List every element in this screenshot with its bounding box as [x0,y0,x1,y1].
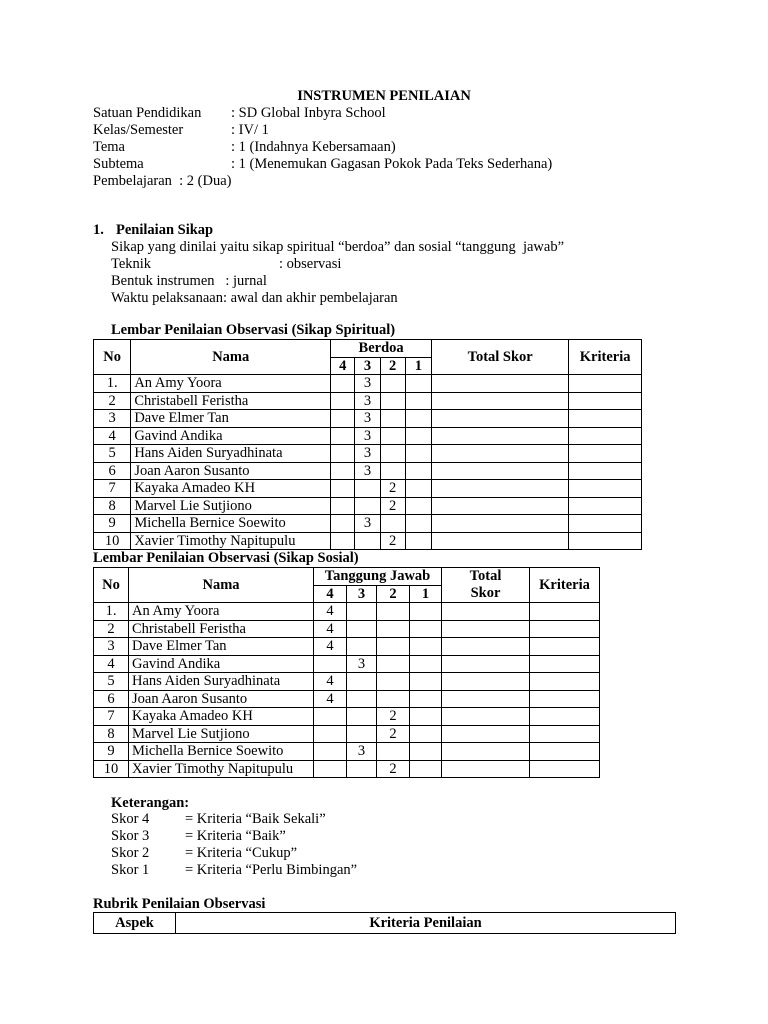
score-4-cell [331,462,355,480]
score-1-cell [405,497,431,515]
name-cell: Christabell Feristha [129,620,314,638]
score-4-cell [331,532,355,550]
spiritual-table-body [94,375,642,550]
score-2-cell [377,690,410,708]
teknik-label: Teknik [111,256,152,272]
row-number-cell: 7 [94,480,131,498]
total-skor-cell [442,603,530,621]
kriteria-cell [530,743,600,761]
col-header-skor-3: 3 [347,585,377,603]
score-4-cell [314,725,347,743]
col-header-skor-4: 4 [331,357,355,375]
name-cell: Joan Aaron Susanto [129,690,314,708]
score-2-cell [380,427,405,445]
total-skor-cell [432,515,569,533]
col-header-tanggung-jawab: Tanggung Jawab [314,568,442,586]
keterangan-heading: Keterangan: [111,795,190,811]
total-skor-cell [432,445,569,463]
table-row [94,760,600,778]
col-header-total-skor [442,568,530,603]
keterangan-desc-3: = Kriteria “Baik” [185,828,286,844]
table-row [94,708,600,726]
score-1-cell [405,410,431,428]
name-cell: Hans Aiden Suryadhinata [131,445,331,463]
row-number-cell: 3 [94,410,131,428]
keterangan-desc-4: = Kriteria “Baik Sekali” [185,811,326,827]
score-4-cell [314,760,347,778]
score-4-cell [331,392,355,410]
meta-label-subtema: Subtema [93,156,144,172]
kriteria-cell [530,690,600,708]
score-1-cell [410,743,442,761]
name-cell: Xavier Timothy Napitupulu [129,760,314,778]
name-cell: Christabell Feristha [131,392,331,410]
score-2-cell [377,638,410,656]
total-skor-cell [432,410,569,428]
meta-pembelajaran: Pembelajaran : 2 (Dua) [93,173,232,189]
score-4-cell: 4 [314,673,347,691]
meta-value-tema: : 1 (Indahnya Kebersamaan) [231,139,396,155]
kriteria-cell [569,462,642,480]
keterangan-desc-2: = Kriteria “Cukup” [185,845,298,861]
row-number-cell: 1. [94,375,131,393]
score-2-cell [380,445,405,463]
kriteria-cell [569,532,642,550]
name-cell: Kayaka Amadeo KH [131,480,331,498]
score-1-cell [410,690,442,708]
score-4-cell [331,375,355,393]
total-skor-cell [432,480,569,498]
score-1-cell [410,655,442,673]
score-4-cell: 4 [314,620,347,638]
keterangan-skor-1: Skor 1 [111,862,150,878]
kriteria-cell [530,708,600,726]
table-row [94,480,642,498]
score-1-cell [405,445,431,463]
table-row [94,427,642,445]
total-skor-cell [442,673,530,691]
score-2-cell [377,743,410,761]
row-number-cell: 4 [94,427,131,445]
sosial-table-caption: Lembar Penilaian Observasi (Sikap Sosial) [93,550,359,566]
rubrik-heading: Rubrik Penilaian Observasi [93,896,266,912]
keterangan-skor-2: Skor 2 [111,845,150,861]
name-cell: Kayaka Amadeo KH [129,708,314,726]
score-1-cell [410,708,442,726]
score-4-cell [314,743,347,761]
score-1-cell [405,462,431,480]
col-header-berdoa: Berdoa [331,340,432,358]
score-1-cell [405,392,431,410]
col-header-kriteria: Kriteria [530,568,600,603]
kriteria-cell [569,410,642,428]
meta-value-subtema: : 1 (Menemukan Gagasan Pokok Pada Teks Sederhana) [231,156,553,172]
score-1-cell [405,532,431,550]
score-2-cell: 2 [380,480,405,498]
score-2-cell: 2 [377,708,410,726]
score-4-cell [331,427,355,445]
table-row [94,673,600,691]
table-row [94,392,642,410]
col-header-total-skor: Total Skor [432,340,569,375]
total-skor-cell [442,743,530,761]
score-4-cell [331,480,355,498]
kriteria-cell [569,515,642,533]
table-row [94,375,642,393]
kriteria-cell [530,760,600,778]
total-skor-cell [432,375,569,393]
score-3-cell: 3 [355,445,380,463]
score-3-cell: 3 [347,743,377,761]
score-3-cell [347,708,377,726]
row-number-cell: 1. [94,603,129,621]
score-4-cell [331,410,355,428]
table-row [94,497,642,515]
table-row [94,743,600,761]
col-header-skor-1: 1 [410,585,442,603]
total-skor-cell [432,532,569,550]
kriteria-cell [530,725,600,743]
score-3-cell [347,725,377,743]
score-1-cell [410,620,442,638]
score-1-cell [410,760,442,778]
total-skor-line2: Skor [470,585,501,601]
row-number-cell: 9 [94,743,129,761]
col-header-kriteria-penilaian: Kriteria Penilaian [176,913,676,934]
score-3-cell [347,673,377,691]
meta-value-kelas: : IV/ 1 [231,122,269,138]
table-row [94,620,600,638]
row-number-cell: 8 [94,497,131,515]
table-row [94,532,642,550]
bentuk-instrumen: Bentuk instrumen : jurnal [111,273,267,289]
col-header-skor-1: 1 [405,357,431,375]
keterangan-desc-1: = Kriteria “Perlu Bimbingan” [185,862,358,878]
score-2-cell [377,603,410,621]
kriteria-cell [569,427,642,445]
table-row [94,725,600,743]
total-skor-cell [442,638,530,656]
score-2-cell: 2 [380,497,405,515]
total-skor-cell [442,620,530,638]
score-3-cell [347,760,377,778]
col-header-no: No [94,340,131,375]
score-3-cell [355,532,380,550]
name-cell: Joan Aaron Susanto [131,462,331,480]
score-4-cell [331,515,355,533]
meta-value-satuan: : SD Global Inbyra School [231,105,386,121]
col-header-kriteria: Kriteria [569,340,642,375]
col-header-skor-2: 2 [377,585,410,603]
total-skor-cell [432,497,569,515]
name-cell: Dave Elmer Tan [131,410,331,428]
table-row [94,655,600,673]
col-header-skor-4: 4 [314,585,347,603]
kriteria-cell [530,603,600,621]
score-2-cell: 2 [377,760,410,778]
kriteria-cell [569,445,642,463]
score-1-cell [410,673,442,691]
name-cell: An Amy Yoora [129,603,314,621]
name-cell: Marvel Lie Sutjiono [131,497,331,515]
score-3-cell [347,638,377,656]
row-number-cell: 10 [94,532,131,550]
score-2-cell: 2 [380,532,405,550]
name-cell: Michella Bernice Soewito [129,743,314,761]
col-header-nama: Nama [129,568,314,603]
score-4-cell: 4 [314,690,347,708]
row-number-cell: 10 [94,760,129,778]
kriteria-cell [530,673,600,691]
score-1-cell [410,725,442,743]
total-skor-cell [442,655,530,673]
section-heading: Penilaian Sikap [116,222,214,238]
row-number-cell: 7 [94,708,129,726]
name-cell: Gavind Andika [129,655,314,673]
total-skor-cell [442,725,530,743]
score-1-cell [405,515,431,533]
name-cell: Gavind Andika [131,427,331,445]
score-2-cell [380,410,405,428]
keterangan-skor-4: Skor 4 [111,811,150,827]
name-cell: Xavier Timothy Napitupulu [131,532,331,550]
table-row [94,445,642,463]
total-skor-cell [432,462,569,480]
score-1-cell [410,638,442,656]
sikap-description: Sikap yang dinilai yaitu sikap spiritual “berdoa” dan sosial “tanggung jawab” [111,239,565,255]
spiritual-table [93,339,642,550]
table-row [94,410,642,428]
col-header-nama: Nama [131,340,331,375]
kriteria-cell [530,655,600,673]
teknik-value: : observasi [279,256,342,272]
score-3-cell [355,497,380,515]
score-4-cell [331,445,355,463]
document-title: INSTRUMEN PENILAIAN [297,88,471,104]
total-skor-cell [442,708,530,726]
table-row [94,690,600,708]
score-1-cell [410,603,442,621]
score-2-cell [380,515,405,533]
kriteria-cell [569,392,642,410]
section-number: 1. [93,222,104,238]
meta-label-kelas: Kelas/Semester [93,122,184,138]
name-cell: Hans Aiden Suryadhinata [129,673,314,691]
score-1-cell [405,375,431,393]
spiritual-table-caption: Lembar Penilaian Observasi (Sikap Spiritual) [111,322,396,338]
row-number-cell: 9 [94,515,131,533]
col-header-aspek: Aspek [94,913,176,934]
score-3-cell: 3 [355,515,380,533]
col-header-no: No [94,568,129,603]
name-cell: Dave Elmer Tan [129,638,314,656]
name-cell: An Amy Yoora [131,375,331,393]
total-skor-cell [432,427,569,445]
score-1-cell [405,427,431,445]
score-2-cell: 2 [377,725,410,743]
col-header-skor-2: 2 [380,357,405,375]
name-cell: Michella Bernice Soewito [131,515,331,533]
col-header-skor-3: 3 [355,357,380,375]
score-2-cell [380,375,405,393]
score-3-cell: 3 [347,655,377,673]
score-3-cell: 3 [355,427,380,445]
kriteria-cell [569,375,642,393]
total-skor-cell [442,760,530,778]
row-number-cell: 8 [94,725,129,743]
score-4-cell [331,497,355,515]
score-3-cell: 3 [355,392,380,410]
total-skor-line1: Total [469,568,502,584]
table-row [94,638,600,656]
meta-label-satuan: Satuan Pendidikan [93,105,202,121]
meta-label-tema: Tema [93,139,125,155]
score-2-cell [380,392,405,410]
table-row [94,462,642,480]
score-3-cell [347,690,377,708]
score-2-cell [377,673,410,691]
score-3-cell [355,480,380,498]
score-4-cell [314,708,347,726]
table-row [94,603,600,621]
score-1-cell [405,480,431,498]
score-3-cell [347,603,377,621]
total-skor-cell [442,690,530,708]
row-number-cell: 5 [94,673,129,691]
score-2-cell [377,620,410,638]
row-number-cell: 3 [94,638,129,656]
score-3-cell: 3 [355,375,380,393]
row-number-cell: 6 [94,690,129,708]
sosial-table-body [94,603,600,778]
score-4-cell [314,655,347,673]
kriteria-cell [530,620,600,638]
total-skor-cell [432,392,569,410]
name-cell: Marvel Lie Sutjiono [129,725,314,743]
kriteria-cell [530,638,600,656]
row-number-cell: 5 [94,445,131,463]
table-row [94,515,642,533]
score-2-cell [380,462,405,480]
row-number-cell: 4 [94,655,129,673]
rubrik-table [93,912,676,934]
score-3-cell: 3 [355,410,380,428]
kriteria-cell [569,497,642,515]
score-4-cell: 4 [314,603,347,621]
waktu-pelaksanaan: Waktu pelaksanaan: awal dan akhir pembelajaran [111,290,398,306]
score-2-cell [377,655,410,673]
sosial-table [93,567,600,778]
row-number-cell: 2 [94,392,131,410]
score-3-cell: 3 [355,462,380,480]
row-number-cell: 2 [94,620,129,638]
row-number-cell: 6 [94,462,131,480]
keterangan-skor-3: Skor 3 [111,828,150,844]
score-4-cell: 4 [314,638,347,656]
kriteria-cell [569,480,642,498]
score-3-cell [347,620,377,638]
